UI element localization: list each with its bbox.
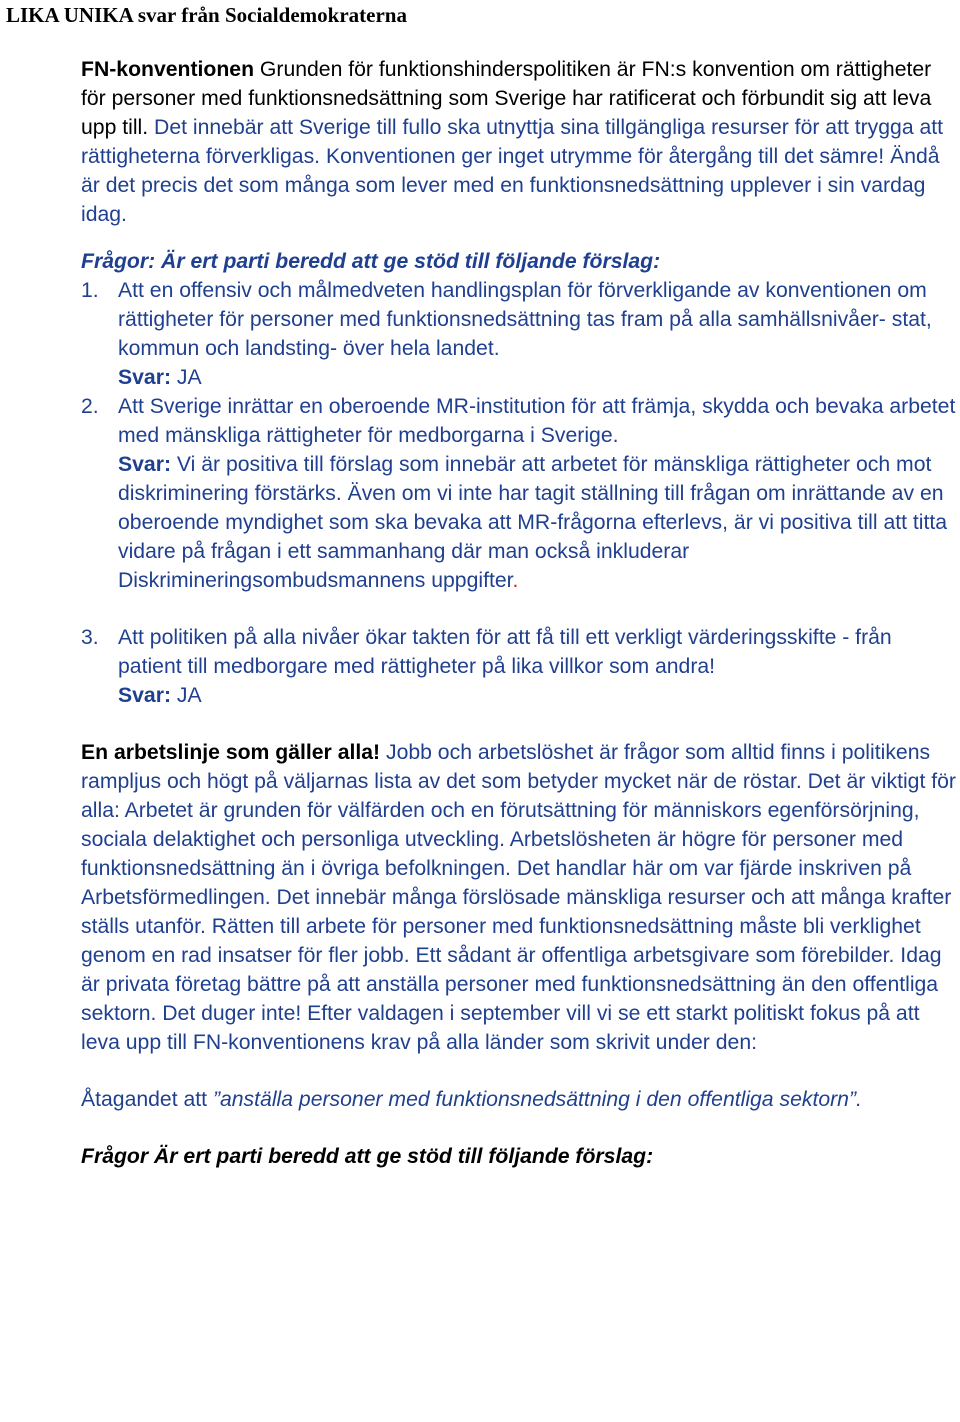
question-item-3 (81, 623, 960, 710)
item-text: Att Sverige inrättar en oberoende MR-institution för att främja, skydda och bevaka arbetet med mänskliga rättigheter för medborgarna i Sverige. (118, 395, 956, 447)
item-number: 1. (81, 279, 99, 302)
answer-end-mark: . (512, 569, 519, 592)
item-answer (118, 363, 960, 392)
answer-label: Svar: (118, 684, 171, 707)
item-text: Att politiken på alla nivåer ökar takten för att få till ett verkligt värderingsskifte - från patient till medborgare med rättigheter på lika villkor som andra! (118, 626, 892, 678)
fn-convention-lead: FN-konventionen (81, 58, 255, 81)
item-text: Att en offensiv och målmedveten handlingsplan för förverkligande av konventionen om rättigheter för personer med funktionsnedsättning tas fram på alla samhällsnivåer- stat, kommun och landsting- över hela landet. (118, 279, 932, 360)
commitment-paragraph (81, 1085, 960, 1114)
fn-convention-text-blue: Det innebär att Sverige till fullo ska utnyttja sina tillgängliga resurser för att trygga att rättigheterna förverkligas. Konventionen ger inget utrymme för återgång till det sämre! Ändå är det precis det som många som lever med en funktionsnedsättning upplever i sin vardag idag. (81, 116, 944, 226)
commitment-quote: ”anställa personer med funktionsnedsättning i den offentliga sektorn”. (212, 1088, 862, 1111)
work-lead: En arbetslinje som gäller alla! (81, 741, 381, 764)
document-body (81, 55, 960, 1171)
item-number: 2. (81, 395, 99, 418)
document-header: LIKA UNIKA svar från Socialdemokraterna (6, 3, 407, 27)
final-questions-heading: Frågor Är ert parti beredd att ge stöd till följande förslag: (81, 1145, 654, 1168)
question-item-2 (81, 392, 960, 595)
fn-convention-text: Grunden för funktionshinderspolitiken är FN:s konvention om rättigheter för personer med funktionsnedsättning som Sverige har ratificerat och förbundit sig att leva upp till. (81, 58, 932, 139)
answer-label: Svar: (118, 453, 171, 476)
item-number: 3. (81, 626, 99, 649)
question-item-1 (81, 276, 960, 392)
item-answer (118, 450, 960, 595)
work-text: Jobb och arbetslöshet är frågor som alltid finns i politikens rampljus och högt på väljarnas lista av det som betyder mycket när de röstar. Det är viktigt för alla: Arbetet är grunden för välfärden och en förutsättning för människors egenförsörjning, sociala delaktighet och personliga utveckling. Arbetslösheten är högre för personer med funktionsnedsättning än i övriga befolkningen. Det handlar här om var fjärde inskriven på Arbetsförmedlingen. Det innebär många förslösade mänskliga resurser och att många krafter ställs utanför. Rätten till arbete för personer med funktionsnedsättning måste bli verklighet genom en rad insatser för fler jobb. Ett sådant är offentliga arbetsgivare som förebilder. Idag är privata företag bättre på att anställa personer med funktionsnedsättning än den offentliga sektorn. Det duger inte! Efter valdagen i september vill vi se ett starkt politiskt fokus på att leva upp till FN-konventionens krav på alla länder som skrivit under den: (81, 741, 956, 1054)
answer-label: Svar: (118, 366, 171, 389)
item-answer (118, 681, 960, 710)
commitment-prefix: Åtagandet att (81, 1088, 213, 1111)
fn-convention-paragraph (81, 55, 960, 229)
answer-text: JA (171, 366, 202, 389)
work-paragraph (81, 738, 960, 1057)
answer-text: JA (171, 684, 202, 707)
questions-heading: Frågor: Är ert parti beredd att ge stöd till följande förslag: (81, 250, 661, 273)
answer-text: Vi är positiva till förslag som innebär att arbetet för mänskliga rättigheter och mot diskriminering förstärks. Även om vi inte har tagit ställning till frågan om inrättande av en oberoende myndighet som ska bevaka att MR-frågorna efterlevs, är vi positiva till att titta vidare på frågan i ett sammanhang där man också inkluderar Diskrimineringsombudsmannens uppgifter (118, 453, 948, 592)
